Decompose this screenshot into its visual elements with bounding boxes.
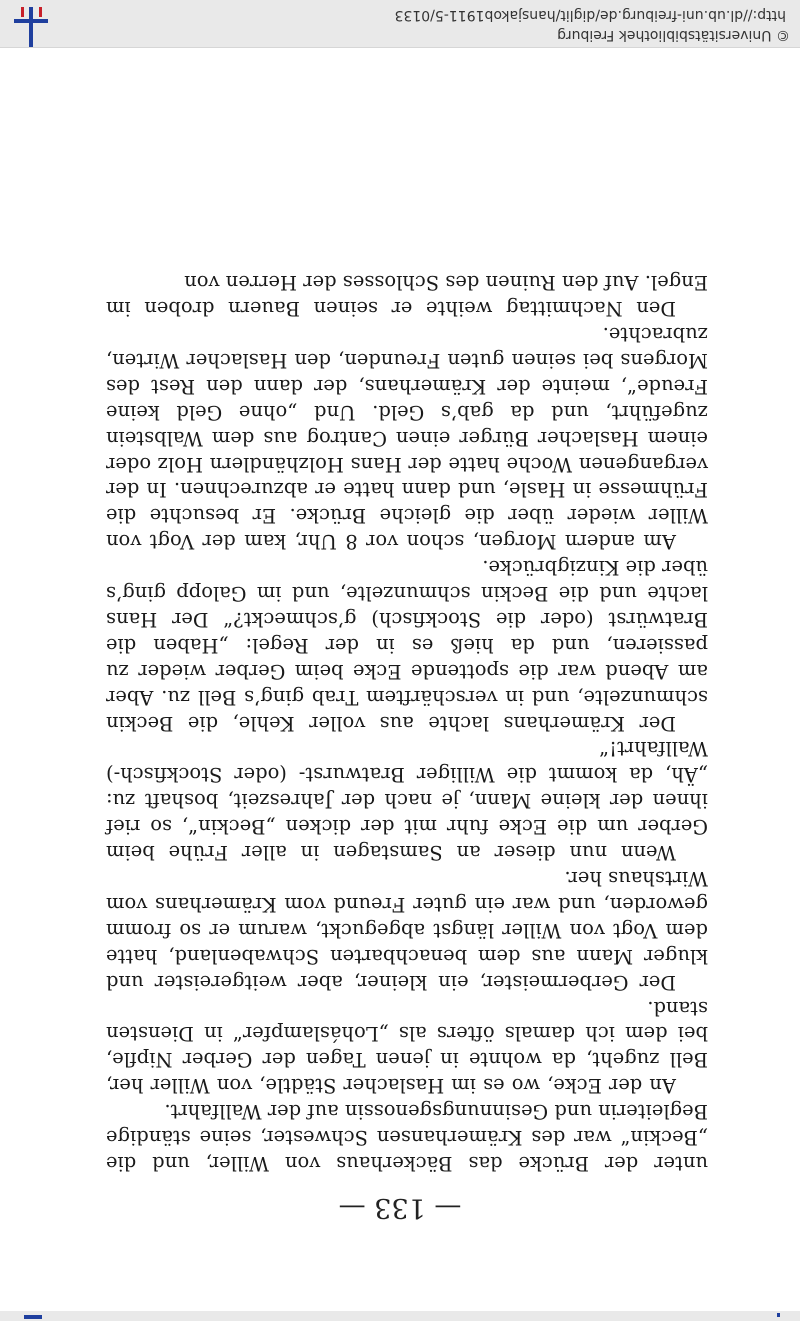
university-logo-icon[interactable] <box>14 7 48 47</box>
paragraph: Der Krämerhans lachte aus voller Kehle, die Beckin schmunzelte, und in verschärftem Trab ging’s Bell zu. Aber am Abend war die spottende Ecke beim Gerber wieder zu passieren, und da hieß es in der Regel: „Haben die Bratwürst (oder die Stockfisch) g’schmeckt?“ Der Hans lachte und die Beckin schmunzelte, und im Galopp ging’s über die Kinzigbrücke. <box>106 556 708 735</box>
paragraph: Der Gerbermeister, ein kleiner, aber weitgereister und kluger Mann aus dem benachbarten Schwabenland, hatte dem Vogt von Willer längst abgeguckt, warum er so fromm geworden, und war ein guter Freund vom Krämerhans vom Wirtshaus her. <box>106 867 708 994</box>
copyright-text: © Universitätsbibliothek Freiburg <box>557 27 790 43</box>
paragraph: Wenn nun dieser an Samstagen in aller Frühe beim Gerber um die Ecke fuhr mit der dicken „Beckin“, so rief ihnen der kleine Mann, je nach der Jahreszeit, boshaft zu: „Äh, da kommt die Williger Bratwurst- (oder Stockfisch-) Wallfahrt!“ <box>106 737 708 865</box>
paragraph: Am andern Morgen, schon vor 8 Uhr, kam der Vogt von Willer wieder über die gleiche Brücke. Er besuchte die Frühmesse in Hasle, und dann hatte er abzurechnen. In der vergangenen Woche hatte der Hans Holzhändlern Holz oder einem Haslacher Bürger einen Cantrog aus dem Walbstein zugeführt, und da gab’s Geld. Und „ohne Geld keine Freude“, meinte der Krämerhans, der dann den Rest des Morgens bei seinen guten Freunden, den Haslacher Wirten, zubrachte. <box>106 323 708 554</box>
library-header-bar <box>0 0 800 48</box>
permalink-url[interactable]: http://dl.ub.uni-freiburg.de/diglit/hansjakob1911-5/0133 <box>394 7 786 23</box>
paragraph: Den Nachmittag weihte er seinen Bauern droben im Engel. Auf den Ruinen des Schlosses der Herren von <box>106 271 708 321</box>
paragraph: An der Ecke, wo es im Haslacher Städtle, von Willer her, Bell zugeht, da wohnte in jenen Tagen der Gerber Nipfle, bei dem ich damals öfters als „Loháslampfer“ in Diensten stand. <box>106 996 708 1098</box>
book-text <box>106 269 708 1176</box>
page-number: — 133 — <box>338 1192 462 1223</box>
paragraph: unter der Brücke das Bäckerhaus von Willer, und die „Beckin“ war des Krämerhansen Schwester, seine ständige Begleiterin und Gesinnungsgenossin auf der Wallfahrt. <box>106 1100 708 1175</box>
strip-tick <box>777 1313 780 1317</box>
viewer-top-strip <box>0 1311 800 1321</box>
strip-marker <box>24 1315 42 1319</box>
